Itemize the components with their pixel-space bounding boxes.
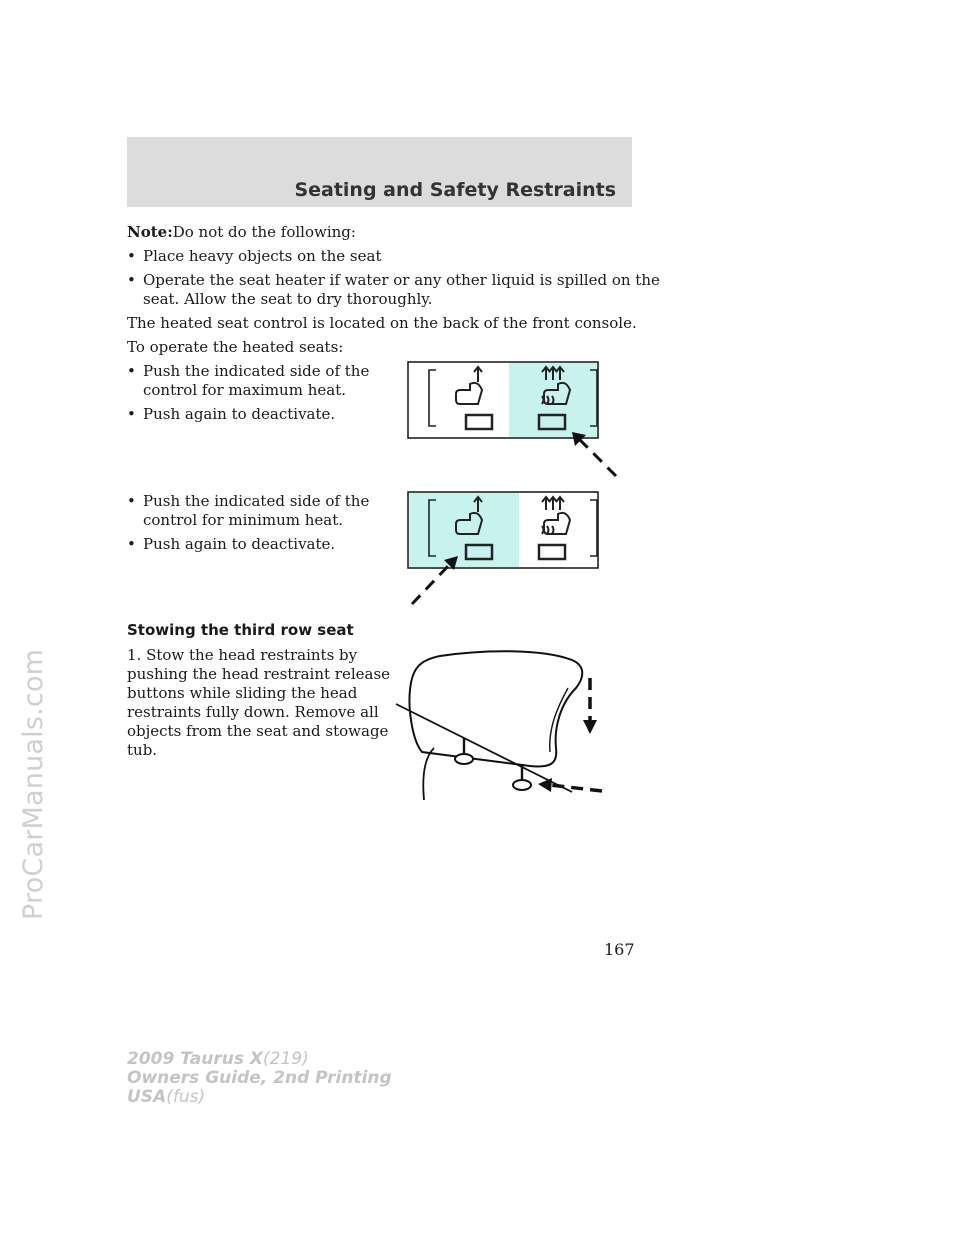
note-bullet-text: Operate the seat heater if water or any other liquid is spilled on the bbox=[143, 271, 660, 289]
stowing-line: pushing the head restraint release bbox=[127, 665, 391, 683]
footer-code: (219) bbox=[263, 1049, 309, 1069]
footer-market-code: (fus) bbox=[166, 1087, 206, 1107]
bullet-dot: • bbox=[127, 271, 136, 289]
min-heat-line2: control for minimum heat. bbox=[143, 511, 344, 529]
footer-printing: Owners Guide, 2nd Printing bbox=[127, 1068, 392, 1088]
bullet-dot: • bbox=[127, 362, 136, 380]
stowing-line: tub. bbox=[127, 741, 158, 759]
stowing-line: restraints fully down. Remove all bbox=[127, 703, 379, 721]
pointer-arrow bbox=[578, 438, 616, 476]
note-text: Do not do the following: bbox=[172, 223, 356, 241]
max-heat-control-illustration bbox=[408, 360, 628, 480]
stowing-line: 1. Stow the head restraints by bbox=[127, 646, 358, 664]
stowing-line: objects from the seat and stowage bbox=[127, 722, 389, 740]
bullet-dot: • bbox=[127, 492, 136, 510]
pointer-arrow bbox=[550, 785, 602, 791]
min-heat-line1: Push the indicated side of the bbox=[143, 492, 370, 510]
page-number: 167 bbox=[604, 940, 635, 959]
max-heat-line1: Push the indicated side of the bbox=[143, 362, 370, 380]
min-heat-deactivate: Push again to deactivate. bbox=[143, 535, 336, 553]
section-header bbox=[127, 137, 632, 207]
head-restraint bbox=[410, 651, 583, 766]
note-line bbox=[127, 223, 356, 242]
release-button bbox=[513, 780, 531, 790]
max-heat-deactivate: Push again to deactivate. bbox=[143, 405, 336, 423]
highlighted-side bbox=[409, 493, 519, 567]
pointer-arrow bbox=[412, 564, 450, 604]
stowing-heading: Stowing the third row seat bbox=[127, 621, 354, 639]
bullet-dot: • bbox=[127, 535, 136, 553]
footer bbox=[127, 1050, 392, 1107]
watermark-text: ProCarManuals.com bbox=[18, 648, 49, 920]
bullet-dot: • bbox=[127, 405, 136, 423]
bullet-dot: • bbox=[127, 247, 136, 265]
max-heat-line2: control for maximum heat. bbox=[143, 381, 346, 399]
note-label: Note: bbox=[127, 223, 173, 241]
footer-model: 2009 Taurus X bbox=[127, 1049, 264, 1069]
footer-market: USA bbox=[127, 1087, 167, 1107]
paragraph: The heated seat control is located on the back of the front console. bbox=[127, 314, 637, 332]
stowing-line: buttons while sliding the head bbox=[127, 684, 358, 702]
head-restraint-illustration bbox=[390, 648, 610, 808]
min-heat-control-illustration bbox=[408, 490, 628, 608]
note-bullet-continuation: seat. Allow the seat to dry thoroughly. bbox=[143, 290, 433, 308]
paragraph: To operate the heated seats: bbox=[127, 338, 344, 356]
note-bullet-text: Place heavy objects on the seat bbox=[143, 247, 382, 265]
section-title: Seating and Safety Restraints bbox=[294, 179, 616, 201]
release-button bbox=[455, 754, 473, 764]
watermark bbox=[18, 520, 58, 940]
